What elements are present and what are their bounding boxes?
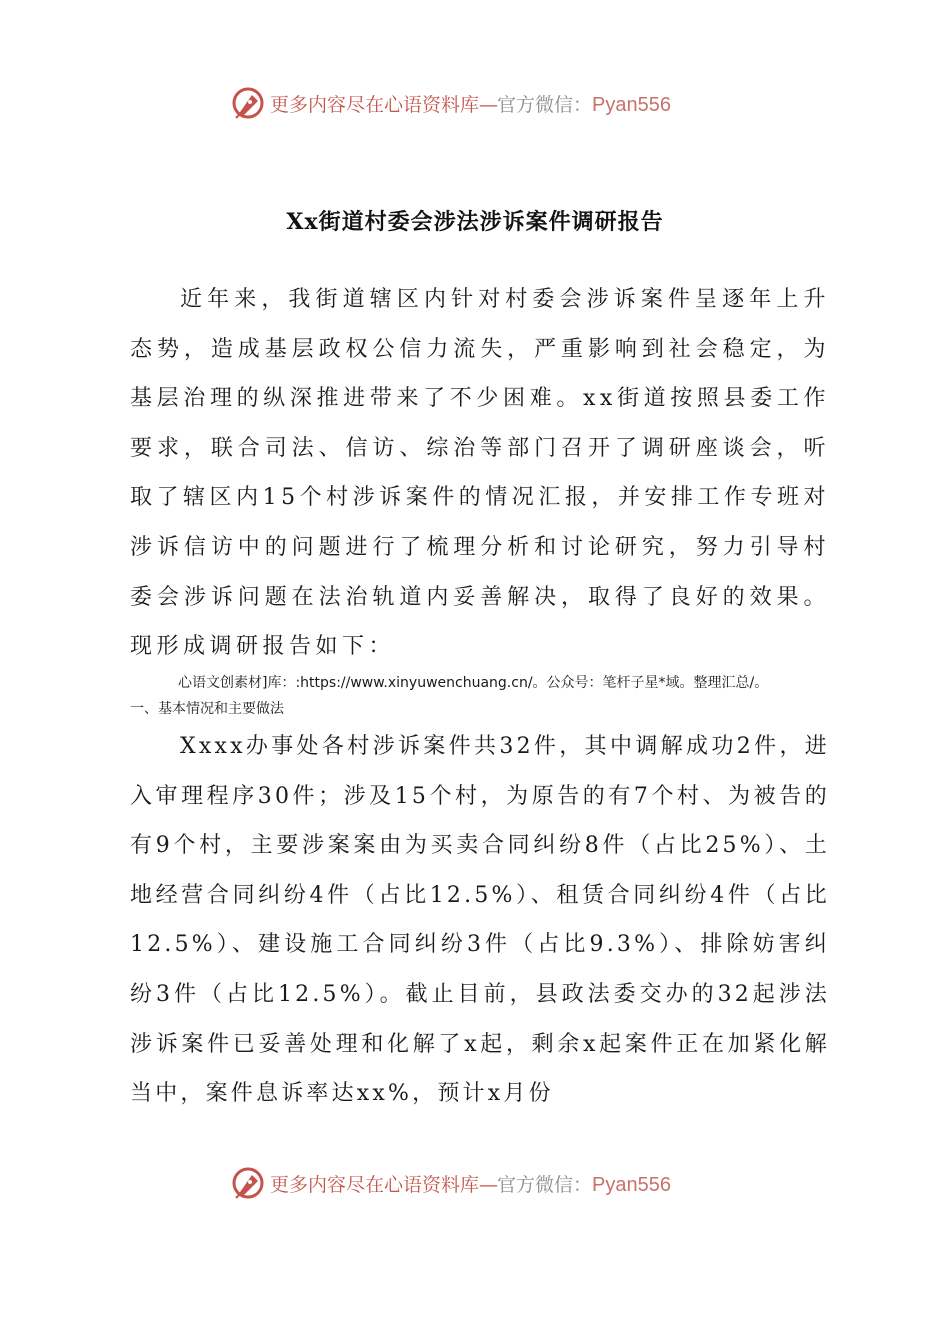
header-banner bbox=[230, 83, 720, 123]
banner-wechat-label: 官方微信： bbox=[497, 93, 593, 116]
banner-main-text: 更多内容尽在心语资料库 bbox=[270, 93, 480, 116]
banner-separator: — bbox=[479, 1173, 498, 1196]
body-paragraph-intro: 近年来，我街道辖区内针对村委会涉诉案件呈逐年上升态势，造成基层政权公信力流失，严重影响到社会稳定，为基层治理的纵深推进带来了不少困难。xx街道按照县委工作要求，联合司法、信访、综治等部门召开了调研座谈会，听取了辖区内15个村涉诉案件的情况汇报，并安排工作专班对涉诉信访中的问题进行了梳理分析和讨论研究，努力引导村委会涉诉问题在法治轨道内妥善解决，取得了良好的效果。现形成调研报告如下： bbox=[130, 287, 830, 660]
pen-nib-logo-icon bbox=[230, 1165, 266, 1201]
source-line: 心语文创素材]库：:https://www.xinyuwenchuang.cn/。公众号：笔杆子星*域。整理汇总/。 bbox=[178, 675, 769, 691]
pen-nib-logo-icon bbox=[230, 85, 266, 121]
banner-text bbox=[270, 1170, 671, 1197]
body-paragraph-basic-situation: Xxxx办事处各村涉诉案件共32件，其中调解成功2件，进入审理程序30件；涉及15个村，为原告的有7个村、为被告的有9个村，主要涉案案由为买卖合同纠纷8件（占比25%）、土地经营合同纠纷4件（占比12.5%）、租赁合同纠纷4件（占比12.5%）、建设施工合同纠纷3件（占比9.3%）、排除妨害纠纷3件（占比12.5%）。截止目前，县政法委交办的32起涉法涉诉案件已妥善处理和化解了x起，剩余x起案件正在加紧化解当中，案件息诉率达xx%，预计x月份 bbox=[130, 734, 830, 1107]
banner-wechat-id: Pyan556 bbox=[592, 1173, 671, 1196]
banner-text bbox=[270, 90, 671, 117]
section-heading: 一、基本情况和主要做法 bbox=[130, 701, 284, 717]
banner-wechat-id: Pyan556 bbox=[592, 93, 671, 116]
banner-wechat-label: 官方微信： bbox=[497, 1173, 593, 1196]
document-title: Xx街道村委会涉法涉诉案件调研报告 bbox=[286, 209, 664, 235]
banner-main-text: 更多内容尽在心语资料库 bbox=[270, 1173, 480, 1196]
footer-banner bbox=[230, 1163, 720, 1203]
banner-separator: — bbox=[479, 93, 498, 116]
